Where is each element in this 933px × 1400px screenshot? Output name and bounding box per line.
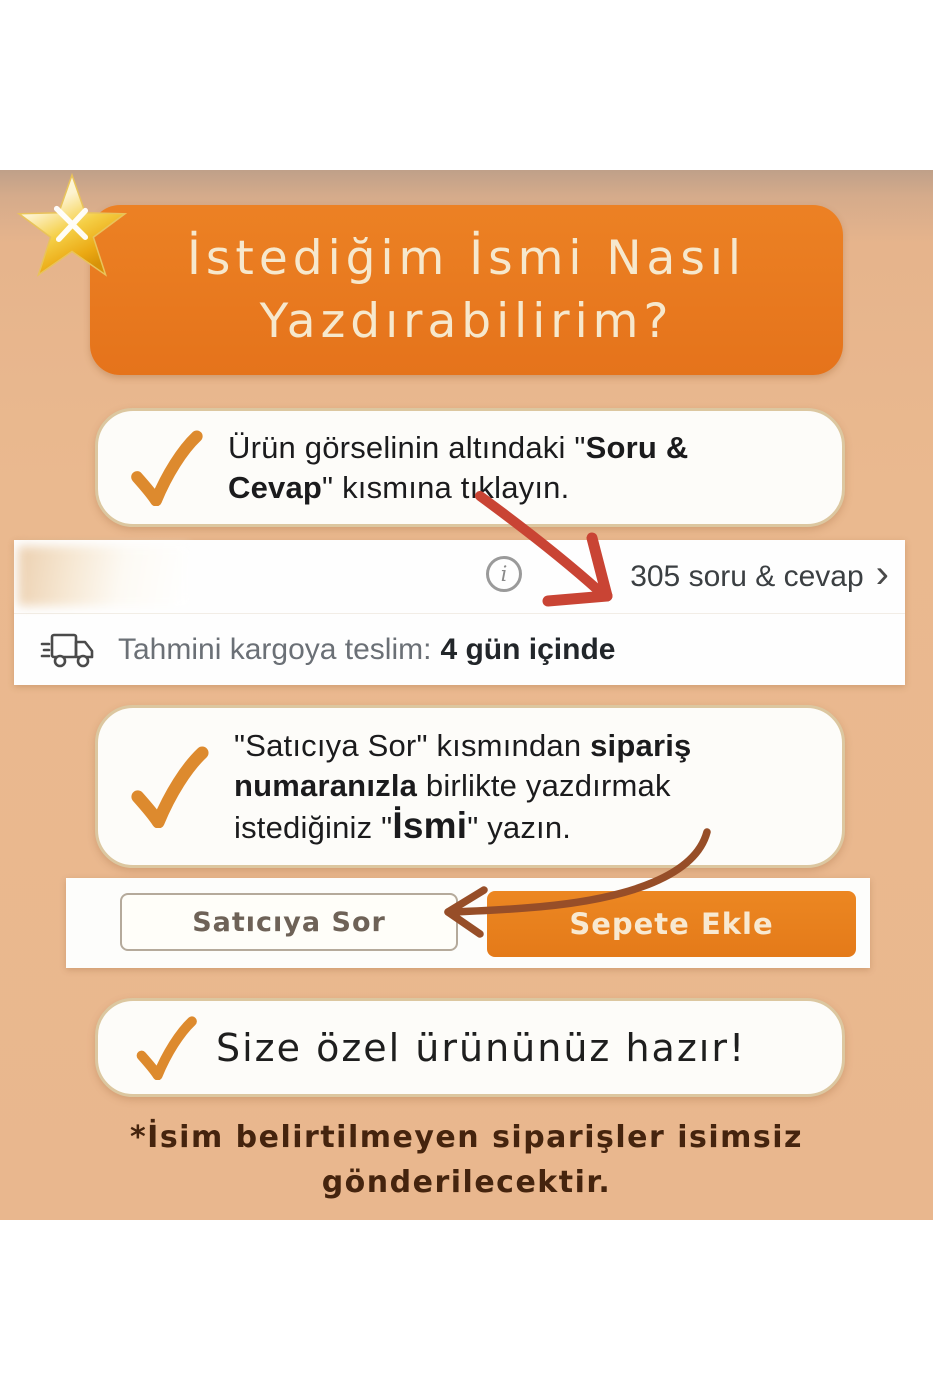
step2-text-segment-bold: sipariş numaranızla bbox=[234, 727, 692, 803]
check-icon bbox=[128, 746, 210, 828]
footer-note-line-1: *İsim belirtilmeyen siparişler isimsiz bbox=[129, 1120, 804, 1155]
step2-text-segment: birlikte yazdırmak istediğiniz " bbox=[234, 767, 671, 845]
shipping-row bbox=[14, 613, 905, 685]
footer-note bbox=[0, 1115, 933, 1205]
shipping-value: 4 gün içinde bbox=[440, 632, 616, 666]
ask-seller-label: Satıcıya Sor bbox=[192, 906, 386, 938]
step2-text-segment-bold: İsmi bbox=[392, 804, 468, 846]
info-glyph: i bbox=[500, 562, 508, 586]
footer-note-line-2: gönderilecektir. bbox=[321, 1165, 612, 1200]
page-title-line-2: Yazdırabilirim? bbox=[259, 294, 674, 349]
step2-text-segment: " yazın. bbox=[467, 809, 572, 845]
curved-arrow-icon bbox=[420, 828, 740, 943]
check-icon bbox=[128, 430, 204, 506]
red-arrow-icon bbox=[430, 488, 650, 618]
star-icon bbox=[16, 172, 128, 280]
qa-link-label: 305 soru & cevap bbox=[630, 559, 864, 593]
blurred-product-name bbox=[18, 546, 190, 606]
step2-text-segment: "Satıcıya Sor" kısmından bbox=[234, 727, 591, 763]
chevron-right-icon: › bbox=[875, 551, 889, 596]
truck-icon bbox=[40, 628, 98, 672]
step3-card bbox=[95, 998, 845, 1097]
check-icon bbox=[134, 1016, 198, 1080]
add-to-cart-label: Sepete Ekle bbox=[569, 907, 774, 941]
ask-seller-button[interactable] bbox=[120, 893, 458, 951]
step1-text-segment: " kısmına tıklayın. bbox=[322, 469, 570, 505]
title-banner bbox=[90, 205, 843, 375]
qa-link[interactable] bbox=[630, 540, 889, 613]
step1-text-segment-bold: Soru & Cevap bbox=[228, 429, 689, 505]
step3-text: Size özel ürününüz hazır! bbox=[216, 1025, 747, 1070]
page-title-line-1: İstediğim İsmi Nasıl bbox=[187, 231, 746, 286]
shipping-label: Tahmini kargoya teslim: bbox=[118, 632, 432, 666]
step1-text-segment: Ürün görselinin altındaki " bbox=[228, 429, 586, 465]
